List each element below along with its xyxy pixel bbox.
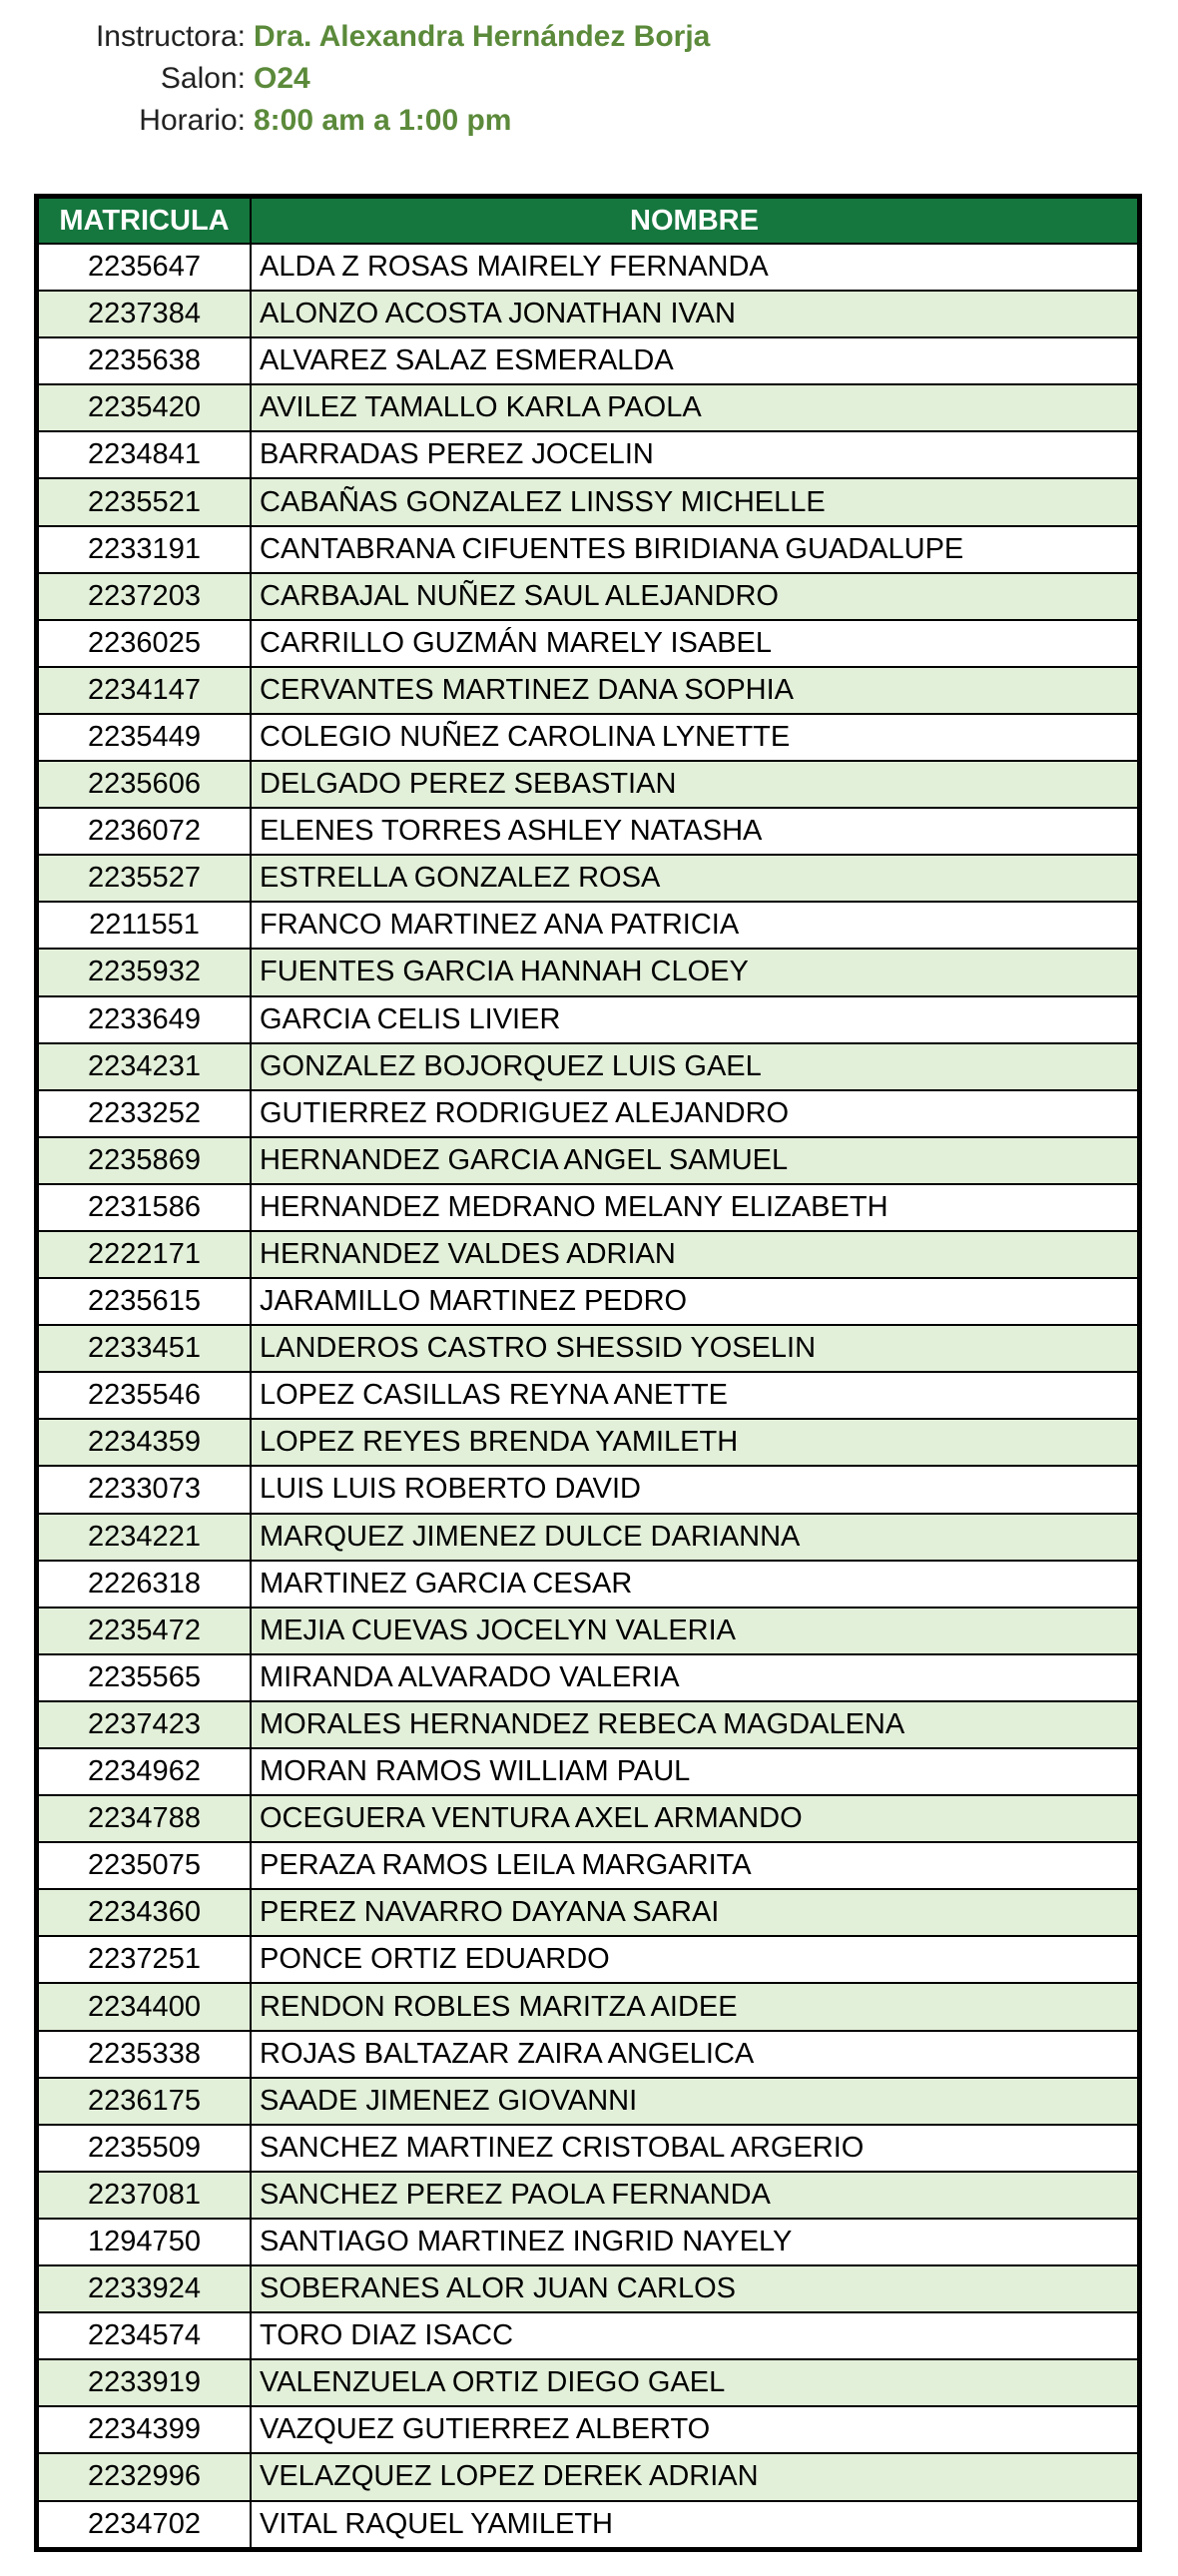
nombre-cell: ALONZO ACOSTA JONATHAN IVAN [251, 291, 1138, 337]
matricula-cell: 2235527 [38, 855, 251, 902]
class-info [0, 20, 1178, 146]
matricula-cell: 2234788 [38, 1795, 251, 1842]
nombre-cell: SANTIAGO MARTINEZ INGRID NAYELY [251, 2219, 1138, 2265]
table-row [38, 1043, 1138, 1090]
nombre-cell: FUENTES GARCIA HANNAH CLOEY [251, 949, 1138, 995]
table-row [38, 1278, 1138, 1325]
matricula-cell: 2234360 [38, 1889, 251, 1936]
nombre-cell: RENDON ROBLES MARITZA AIDEE [251, 1983, 1138, 2030]
table-row [38, 1325, 1138, 1372]
table-row [38, 1419, 1138, 1466]
nombre-cell: ROJAS BALTAZAR ZAIRA ANGELICA [251, 2031, 1138, 2078]
table-row [38, 1795, 1138, 1842]
table-row [38, 1561, 1138, 1608]
salon-value: O24 [254, 62, 310, 95]
nombre-cell: SANCHEZ PEREZ PAOLA FERNANDA [251, 2172, 1138, 2219]
matricula-cell: 2233252 [38, 1090, 251, 1137]
nombre-cell: GUTIERREZ RODRIGUEZ ALEJANDRO [251, 1090, 1138, 1137]
matricula-cell: 2234962 [38, 1748, 251, 1795]
matricula-cell: 2226318 [38, 1561, 251, 1608]
table-row [38, 2359, 1138, 2406]
table-row [38, 2312, 1138, 2359]
matricula-cell: 2235338 [38, 2031, 251, 2078]
nombre-cell: MEJIA CUEVAS JOCELYN VALERIA [251, 1608, 1138, 1654]
matricula-cell: 2232996 [38, 2453, 251, 2500]
matricula-cell: 2235546 [38, 1372, 251, 1419]
table-row [38, 667, 1138, 714]
matricula-cell: 2235932 [38, 949, 251, 995]
nombre-cell: COLEGIO NUÑEZ CAROLINA LYNETTE [251, 714, 1138, 761]
matricula-cell: 2235449 [38, 714, 251, 761]
salon-row [0, 62, 1178, 104]
column-header-matricula: MATRICULA [38, 198, 251, 244]
table-row [38, 431, 1138, 478]
table-row [38, 1983, 1138, 2030]
table-row [38, 808, 1138, 855]
nombre-cell: VELAZQUEZ LOPEZ DEREK ADRIAN [251, 2453, 1138, 2500]
student-table-container [34, 194, 1142, 2552]
nombre-cell: VAZQUEZ GUTIERREZ ALBERTO [251, 2406, 1138, 2453]
matricula-cell: 2234574 [38, 2312, 251, 2359]
instructora-row [0, 20, 1178, 62]
salon-label: Salon: [160, 62, 246, 95]
matricula-cell: 2236025 [38, 620, 251, 667]
table-row [38, 384, 1138, 431]
table-row [38, 855, 1138, 902]
nombre-cell: FRANCO MARTINEZ ANA PATRICIA [251, 902, 1138, 949]
matricula-cell: 2235647 [38, 244, 251, 291]
nombre-cell: VITAL RAQUEL YAMILETH [251, 2501, 1138, 2548]
nombre-cell: PEREZ NAVARRO DAYANA SARAI [251, 1889, 1138, 1936]
table-row [38, 1889, 1138, 1936]
table-row [38, 949, 1138, 995]
table-row [38, 2078, 1138, 2125]
nombre-cell: HERNANDEZ VALDES ADRIAN [251, 1231, 1138, 1278]
matricula-cell: 2235565 [38, 1654, 251, 1701]
horario-row [0, 104, 1178, 146]
matricula-cell: 2237203 [38, 573, 251, 620]
matricula-cell: 2234359 [38, 1419, 251, 1466]
nombre-cell: VALENZUELA ORTIZ DIEGO GAEL [251, 2359, 1138, 2406]
matricula-cell: 2235615 [38, 1278, 251, 1325]
matricula-cell: 2233451 [38, 1325, 251, 1372]
matricula-cell: 2235521 [38, 478, 251, 525]
matricula-cell: 2235472 [38, 1608, 251, 1654]
matricula-cell: 2234400 [38, 1983, 251, 2030]
table-row [38, 1231, 1138, 1278]
nombre-cell: LOPEZ CASILLAS REYNA ANETTE [251, 1372, 1138, 1419]
table-body [38, 244, 1138, 2548]
table-row [38, 1748, 1138, 1795]
table-row [38, 620, 1138, 667]
table-row [38, 2265, 1138, 2312]
matricula-cell: 2235606 [38, 761, 251, 808]
table-row [38, 761, 1138, 808]
matricula-cell: 2237423 [38, 1701, 251, 1748]
table-row [38, 337, 1138, 384]
matricula-cell: 1294750 [38, 2219, 251, 2265]
horario-value: 8:00 am a 1:00 pm [254, 104, 512, 137]
nombre-cell: ALDA Z ROSAS MAIRELY FERNANDA [251, 244, 1138, 291]
nombre-cell: CERVANTES MARTINEZ DANA SOPHIA [251, 667, 1138, 714]
nombre-cell: GONZALEZ BOJORQUEZ LUIS GAEL [251, 1043, 1138, 1090]
instructora-value: Dra. Alexandra Hernández Borja [254, 20, 711, 53]
matricula-cell: 2235509 [38, 2125, 251, 2172]
nombre-cell: DELGADO PEREZ SEBASTIAN [251, 761, 1138, 808]
matricula-cell: 2234231 [38, 1043, 251, 1090]
horario-label: Horario: [139, 104, 246, 137]
matricula-cell: 2234221 [38, 1514, 251, 1561]
nombre-cell: MARTINEZ GARCIA CESAR [251, 1561, 1138, 1608]
matricula-cell: 2233649 [38, 996, 251, 1043]
nombre-cell: TORO DIAZ ISACC [251, 2312, 1138, 2359]
nombre-cell: CABAÑAS GONZALEZ LINSSY MICHELLE [251, 478, 1138, 525]
table-row [38, 1372, 1138, 1419]
table-row [38, 2406, 1138, 2453]
table-row [38, 2031, 1138, 2078]
matricula-cell: 2231586 [38, 1184, 251, 1231]
nombre-cell: MIRANDA ALVARADO VALERIA [251, 1654, 1138, 1701]
table-row [38, 1701, 1138, 1748]
nombre-cell: LUIS LUIS ROBERTO DAVID [251, 1466, 1138, 1513]
nombre-cell: PERAZA RAMOS LEILA MARGARITA [251, 1842, 1138, 1889]
nombre-cell: CANTABRANA CIFUENTES BIRIDIANA GUADALUPE [251, 526, 1138, 573]
table-header-row [38, 198, 1138, 244]
table-row [38, 2125, 1138, 2172]
nombre-cell: LANDEROS CASTRO SHESSID YOSELIN [251, 1325, 1138, 1372]
nombre-cell: OCEGUERA VENTURA AXEL ARMANDO [251, 1795, 1138, 1842]
table-row [38, 2172, 1138, 2219]
column-header-nombre: NOMBRE [251, 198, 1138, 244]
matricula-cell: 2235420 [38, 384, 251, 431]
matricula-cell: 2234841 [38, 431, 251, 478]
nombre-cell: AVILEZ TAMALLO KARLA PAOLA [251, 384, 1138, 431]
table-row [38, 1090, 1138, 1137]
table-row [38, 1654, 1138, 1701]
nombre-cell: CARRILLO GUZMÁN MARELY ISABEL [251, 620, 1138, 667]
table-row [38, 902, 1138, 949]
nombre-cell: CARBAJAL NUÑEZ SAUL ALEJANDRO [251, 573, 1138, 620]
nombre-cell: ELENES TORRES ASHLEY NATASHA [251, 808, 1138, 855]
nombre-cell: BARRADAS PEREZ JOCELIN [251, 431, 1138, 478]
matricula-cell: 2211551 [38, 902, 251, 949]
table-row [38, 2219, 1138, 2265]
matricula-cell: 2237251 [38, 1936, 251, 1983]
nombre-cell: SOBERANES ALOR JUAN CARLOS [251, 2265, 1138, 2312]
nombre-cell: MORALES HERNANDEZ REBECA MAGDALENA [251, 1701, 1138, 1748]
nombre-cell: HERNANDEZ GARCIA ANGEL SAMUEL [251, 1137, 1138, 1184]
nombre-cell: ESTRELLA GONZALEZ ROSA [251, 855, 1138, 902]
nombre-cell: SAADE JIMENEZ GIOVANNI [251, 2078, 1138, 2125]
table-row [38, 1466, 1138, 1513]
table-row [38, 478, 1138, 525]
table-row [38, 244, 1138, 291]
nombre-cell: MORAN RAMOS WILLIAM PAUL [251, 1748, 1138, 1795]
matricula-cell: 2233073 [38, 1466, 251, 1513]
table-row [38, 1842, 1138, 1889]
table-row [38, 1608, 1138, 1654]
table-row [38, 1514, 1138, 1561]
matricula-cell: 2234147 [38, 667, 251, 714]
nombre-cell: GARCIA CELIS LIVIER [251, 996, 1138, 1043]
matricula-cell: 2222171 [38, 1231, 251, 1278]
matricula-cell: 2235869 [38, 1137, 251, 1184]
table-row [38, 996, 1138, 1043]
matricula-cell: 2234702 [38, 2501, 251, 2548]
table-row [38, 573, 1138, 620]
table-row [38, 2501, 1138, 2548]
instructora-label: Instructora: [95, 20, 246, 53]
table-row [38, 526, 1138, 573]
table-row [38, 1936, 1138, 1983]
matricula-cell: 2236072 [38, 808, 251, 855]
nombre-cell: HERNANDEZ MEDRANO MELANY ELIZABETH [251, 1184, 1138, 1231]
table-row [38, 291, 1138, 337]
table-row [38, 714, 1138, 761]
table-row [38, 1184, 1138, 1231]
nombre-cell: JARAMILLO MARTINEZ PEDRO [251, 1278, 1138, 1325]
student-table [37, 197, 1139, 2549]
matricula-cell: 2234399 [38, 2406, 251, 2453]
matricula-cell: 2237081 [38, 2172, 251, 2219]
nombre-cell: SANCHEZ MARTINEZ CRISTOBAL ARGERIO [251, 2125, 1138, 2172]
table-row [38, 1137, 1138, 1184]
table-row [38, 2453, 1138, 2500]
matricula-cell: 2233924 [38, 2265, 251, 2312]
nombre-cell: MARQUEZ JIMENEZ DULCE DARIANNA [251, 1514, 1138, 1561]
nombre-cell: ALVAREZ SALAZ ESMERALDA [251, 337, 1138, 384]
matricula-cell: 2233191 [38, 526, 251, 573]
nombre-cell: LOPEZ REYES BRENDA YAMILETH [251, 1419, 1138, 1466]
matricula-cell: 2235638 [38, 337, 251, 384]
nombre-cell: PONCE ORTIZ EDUARDO [251, 1936, 1138, 1983]
matricula-cell: 2237384 [38, 291, 251, 337]
matricula-cell: 2233919 [38, 2359, 251, 2406]
matricula-cell: 2236175 [38, 2078, 251, 2125]
matricula-cell: 2235075 [38, 1842, 251, 1889]
